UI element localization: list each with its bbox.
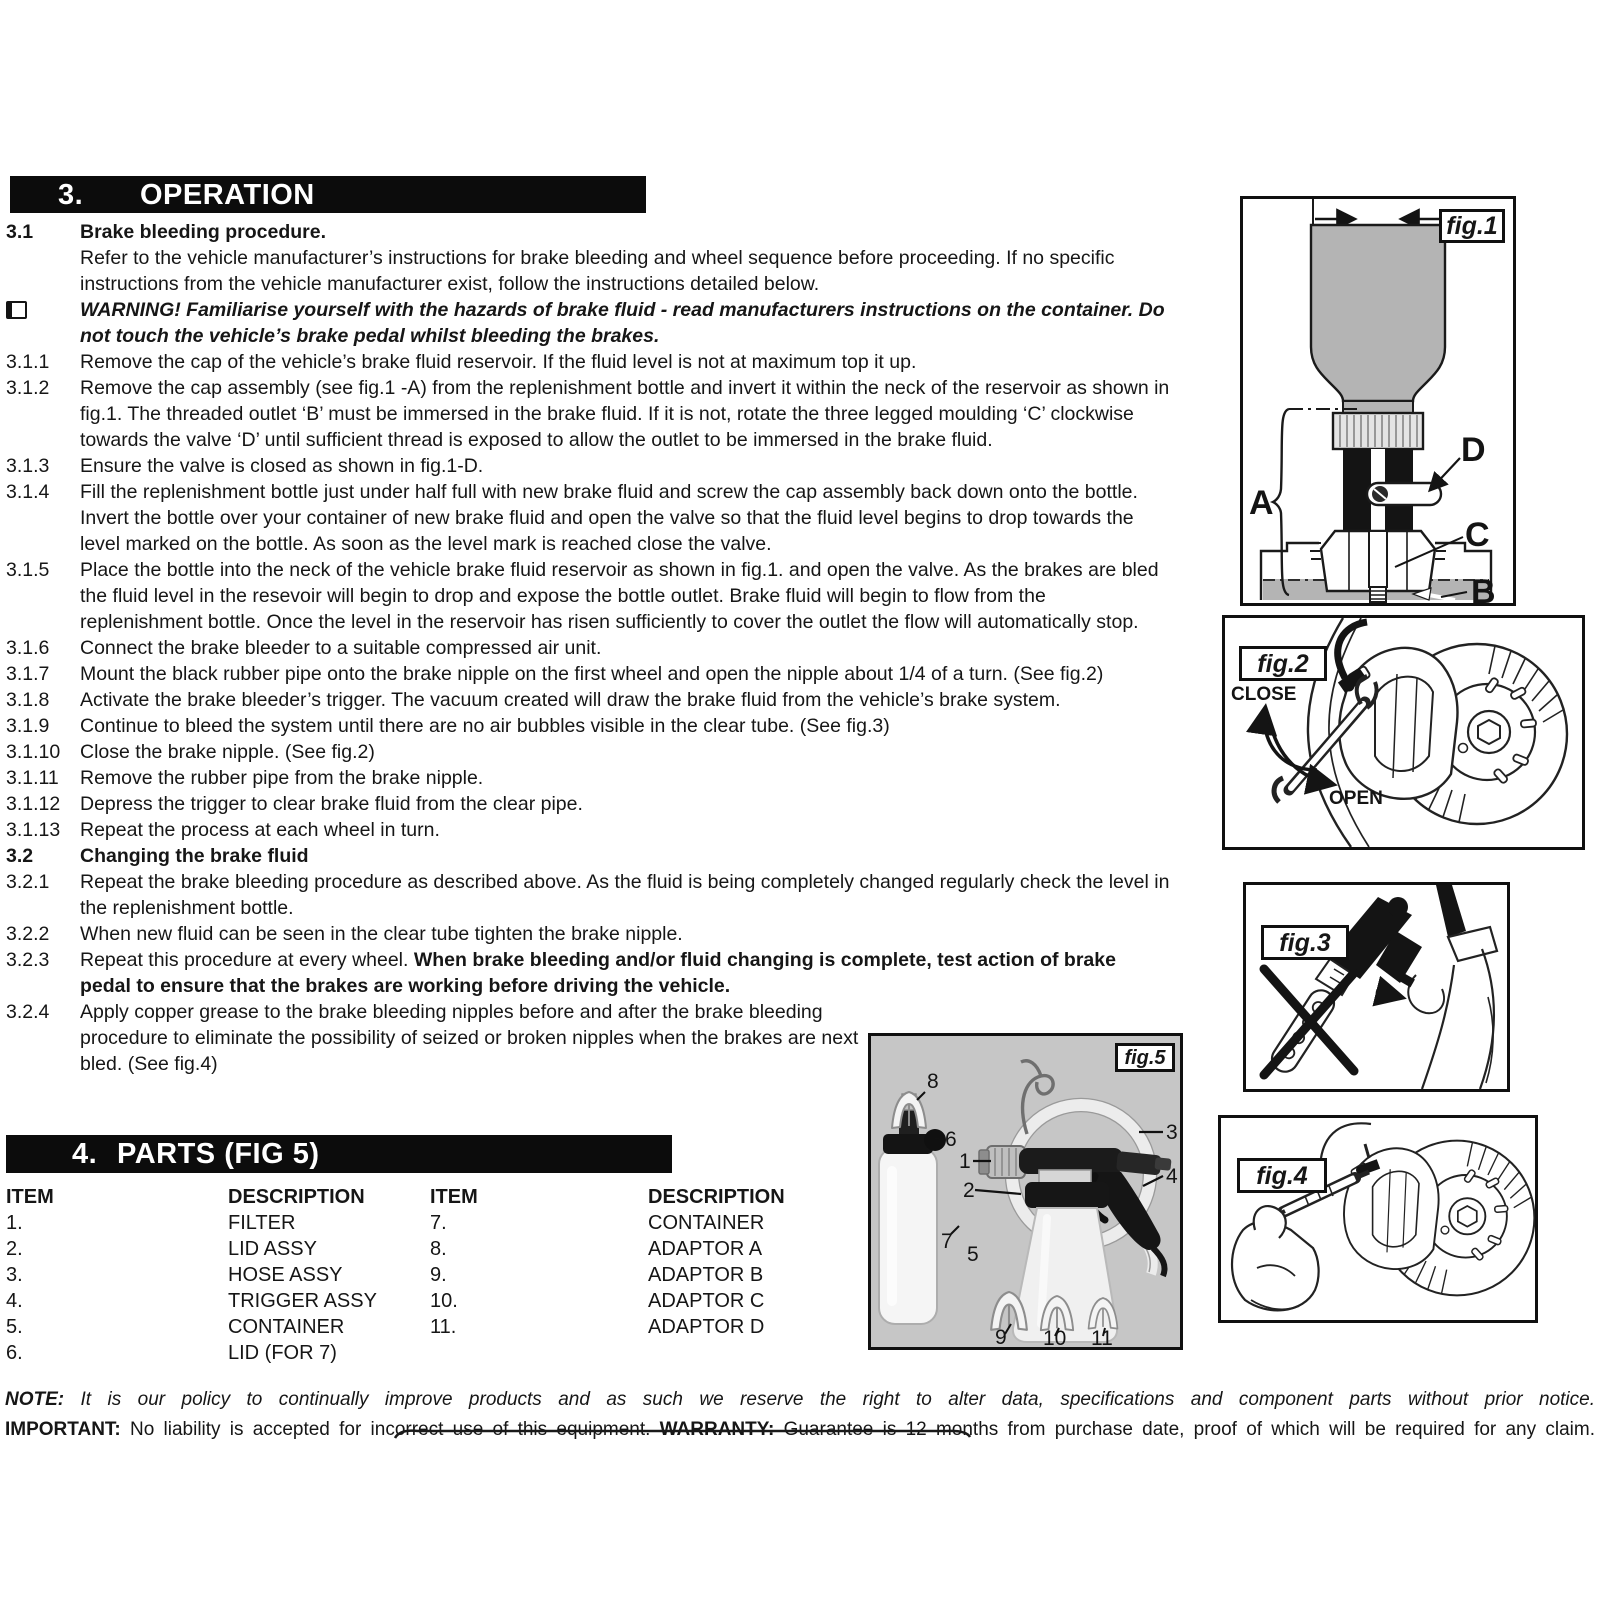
column-header: DESCRIPTION bbox=[648, 1186, 785, 1208]
item-text: Repeat this procedure at every wheel. When brake bleeding and/or fluid changing is complete, test action of brake pedal to ensure that the brakes are working before driving the vehicle. bbox=[80, 949, 1116, 997]
procedure-item bbox=[6, 739, 1176, 765]
item-text: Close the brake nipple. (See fig.2) bbox=[80, 741, 375, 763]
operation-list bbox=[6, 219, 1176, 1077]
column-header: ITEM bbox=[6, 1186, 54, 1208]
callout-1: 1 bbox=[959, 1150, 971, 1173]
procedure-item bbox=[6, 557, 1176, 635]
procedure-item bbox=[6, 479, 1176, 557]
item-number: 3.1.9 bbox=[6, 715, 50, 737]
procedure-item bbox=[6, 375, 1176, 453]
brake-bleeder-kit-photo bbox=[871, 1036, 1180, 1347]
bleeder-tube-bubbles-diagram bbox=[1246, 885, 1507, 1089]
part-description: LID ASSY bbox=[228, 1238, 317, 1260]
item-text: Fill the replenishment bottle just under half full with new brake fluid and screw the cap assembly back down onto the bottle. Invert the bottle over your container of new brake fluid and open the valve so that the fluid level begins to drop towards the level marked on the bottle. As soon as the level mark is reached close the valve. bbox=[80, 481, 1138, 555]
item-text: Activate the brake bleeder’s trigger. The vacuum created will draw the brake fluid from the vehicle’s brake system. bbox=[80, 689, 1061, 711]
callout-5: 5 bbox=[967, 1243, 979, 1266]
figure-fig1 bbox=[1240, 196, 1516, 606]
procedure-item bbox=[6, 791, 1176, 817]
item-text: Place the bottle into the neck of the vehicle brake fluid reservoir as shown in fig.1. and open the valve. As the brakes are bled the fluid level in the resevoir will begin to drop and expose the bottle outlet. Brake fluid will begin to flow from the replenishment bottle. Once the level in the reservoir has risen sufficiently to cover the outlet the flow will automatically stop. bbox=[80, 559, 1159, 633]
column-header: ITEM bbox=[430, 1186, 478, 1208]
item-text: Remove the cap assembly (see fig.1 -A) from the replenishment bottle and invert it within the neck of the reservoir as shown in fig.1. The threaded outlet ‘B’ must be immersed in the brake fluid. If it is not, rotate the three legged moulding ‘C’ clockwise towards the valve ‘D’ until sufficient thread is exposed to allow the outlet to be immersed in the brake fluid. bbox=[80, 377, 1170, 451]
important-line: IMPORTANT: No liability is accepted for incorrect use of this equipment. WARRANTY: Guarantee is 12 months from purchase date, proof of which will be required for any claim. bbox=[5, 1419, 1595, 1440]
item-number: 3.1.6 bbox=[6, 637, 50, 659]
part-description: FILTER bbox=[228, 1212, 296, 1234]
part-description: ADAPTOR B bbox=[648, 1264, 764, 1286]
section-number: 3. bbox=[58, 179, 84, 211]
replenishment-bottle-diagram bbox=[1243, 199, 1513, 603]
parts-table bbox=[6, 1184, 823, 1366]
procedure-item bbox=[6, 921, 1176, 947]
item-text: Remove the cap of the vehicle’s brake fluid reservoir. If the fluid level is not at maximum top it up. bbox=[80, 351, 917, 373]
part-description: ADAPTOR C bbox=[648, 1290, 765, 1312]
open-label: OPEN bbox=[1329, 788, 1383, 809]
item-text: Repeat the brake bleeding procedure as described above. As the fluid is being completely changed regularly check the level in the replenishment bottle. bbox=[80, 871, 1170, 919]
section-title: PARTS (FIG 5) bbox=[117, 1138, 320, 1170]
part-description: ADAPTOR D bbox=[648, 1316, 765, 1338]
item-number: 3.1.11 bbox=[6, 767, 59, 789]
parts-row bbox=[6, 1262, 823, 1288]
procedure-item bbox=[6, 297, 1176, 349]
parts-header-row bbox=[6, 1184, 823, 1210]
item-number: 3.1.13 bbox=[6, 819, 61, 841]
item-number: 3.1.5 bbox=[6, 559, 50, 581]
procedure-item bbox=[6, 713, 1176, 739]
part-description: LID (FOR 7) bbox=[228, 1342, 337, 1364]
figure-fig4 bbox=[1218, 1115, 1538, 1323]
copper-grease-application-diagram bbox=[1221, 1118, 1535, 1320]
item-text: Ensure the valve is closed as shown in fig.1-D. bbox=[80, 455, 484, 477]
item-text: Repeat the process at each wheel in turn. bbox=[80, 819, 440, 841]
callout-9: 9 bbox=[995, 1326, 1007, 1347]
parts-row bbox=[6, 1236, 823, 1262]
item-number: 3.1.8 bbox=[6, 689, 50, 711]
item-text: Brake bleeding procedure. bbox=[80, 221, 326, 243]
part-item-number: 11. bbox=[430, 1316, 457, 1338]
scan-underline-artifact bbox=[392, 1424, 974, 1442]
item-text: Depress the trigger to clear brake fluid from the clear pipe. bbox=[80, 793, 583, 815]
item-number: 3.2.1 bbox=[6, 871, 50, 893]
parts-row bbox=[6, 1288, 823, 1314]
part-item-number: 8. bbox=[430, 1238, 447, 1260]
fig4-label: fig.4 bbox=[1237, 1158, 1327, 1193]
callout-11: 11 bbox=[1091, 1327, 1113, 1347]
fig1-label: fig.1 bbox=[1439, 209, 1505, 243]
item-number: 3.1.4 bbox=[6, 481, 50, 503]
item-number bbox=[6, 245, 80, 297]
callout-D: D bbox=[1461, 431, 1486, 469]
item-text: WARNING! Familiarise yourself with the hazards of brake fluid - read manufacturers instructions on the container. Do not touch the vehicle’s brake pedal whilst bleeding the brakes. bbox=[80, 299, 1165, 347]
fig3-label: fig.3 bbox=[1261, 925, 1349, 960]
callout-3: 3 bbox=[1166, 1121, 1178, 1144]
part-item-number: 10. bbox=[430, 1290, 458, 1312]
procedure-item bbox=[6, 947, 1176, 999]
item-number: 3.1.3 bbox=[6, 455, 50, 477]
item-text: When new fluid can be seen in the clear tube tighten the brake nipple. bbox=[80, 923, 683, 945]
procedure-item bbox=[6, 661, 1176, 687]
item-text: Mount the black rubber pipe onto the brake nipple on the first wheel and open the nipple about 1/4 of a turn. (See fig.2) bbox=[80, 663, 1104, 685]
close-label: CLOSE bbox=[1231, 684, 1297, 705]
item-number: 3.2.3 bbox=[6, 949, 50, 971]
callout-7: 7 bbox=[941, 1230, 953, 1253]
item-text: Changing the brake fluid bbox=[80, 845, 309, 867]
fig2-label: fig.2 bbox=[1239, 646, 1327, 681]
part-description: CONTAINER bbox=[648, 1212, 765, 1234]
procedure-item bbox=[6, 817, 1176, 843]
part-item-number bbox=[430, 1340, 648, 1366]
part-item-number: 7. bbox=[430, 1212, 447, 1234]
callout-4: 4 bbox=[1166, 1165, 1178, 1188]
procedure-item bbox=[6, 349, 1176, 375]
parts-section-header bbox=[6, 1135, 672, 1173]
part-item-number: 9. bbox=[430, 1264, 447, 1286]
procedure-item bbox=[6, 453, 1176, 479]
part-item-number: 4. bbox=[6, 1290, 23, 1312]
procedure-item bbox=[6, 245, 1176, 297]
callout-6: 6 bbox=[945, 1128, 957, 1151]
item-text: Apply copper grease to the brake bleeding nipples before and after the brake bleeding procedure to eliminate the possibility of seized or broken nipples when the brakes are next bled. (See fig.4) bbox=[80, 1001, 859, 1075]
parts-row bbox=[6, 1340, 823, 1366]
item-number: 3.2 bbox=[6, 845, 34, 867]
part-item-number: 6. bbox=[6, 1342, 23, 1364]
item-number: 3.2.4 bbox=[6, 1001, 50, 1023]
part-description bbox=[648, 1340, 823, 1366]
operation-section-header bbox=[10, 176, 646, 213]
procedure-item bbox=[6, 635, 1176, 661]
part-item-number: 1. bbox=[6, 1212, 23, 1234]
figure-fig2 bbox=[1222, 615, 1585, 850]
parts-row bbox=[6, 1314, 823, 1340]
item-number bbox=[6, 297, 80, 349]
callout-10: 10 bbox=[1043, 1327, 1067, 1347]
item-number: 3.1.12 bbox=[6, 793, 61, 815]
item-text: Continue to bleed the system until there are no air bubbles visible in the clear tube. (See fig.3) bbox=[80, 715, 890, 737]
callout-C: C bbox=[1465, 516, 1490, 554]
callout-8: 8 bbox=[927, 1070, 939, 1093]
item-text: Connect the brake bleeder to a suitable compressed air unit. bbox=[80, 637, 602, 659]
part-description: CONTAINER bbox=[228, 1316, 345, 1338]
item-number: 3.1.1 bbox=[6, 351, 50, 373]
item-text: Refer to the vehicle manufacturer’s instructions for brake bleeding and wheel sequence before proceeding. If no specific instructions from the vehicle manufacturer exist, follow the instructions detailed below. bbox=[80, 247, 1115, 295]
column-header: DESCRIPTION bbox=[228, 1186, 365, 1208]
warning-checkbox-icon bbox=[6, 301, 27, 319]
procedure-item bbox=[6, 219, 1176, 245]
item-number: 3.1 bbox=[6, 221, 34, 243]
section-number: 4. bbox=[72, 1138, 98, 1170]
fig5-label: fig.5 bbox=[1115, 1043, 1175, 1072]
part-description: ADAPTOR A bbox=[648, 1238, 763, 1260]
procedure-item bbox=[6, 687, 1176, 713]
part-item-number: 5. bbox=[6, 1316, 23, 1338]
item-number: 3.1.10 bbox=[6, 741, 61, 763]
item-number: 3.1.2 bbox=[6, 377, 50, 399]
callout-A: A bbox=[1249, 484, 1274, 522]
procedure-item bbox=[6, 765, 1176, 791]
part-item-number: 2. bbox=[6, 1238, 23, 1260]
part-item-number: 3. bbox=[6, 1264, 23, 1286]
callout-2: 2 bbox=[963, 1179, 975, 1202]
note-line: NOTE: It is our policy to continually improve products and as such we reserve the right to alter data, specifications and component parts without prior notice. bbox=[5, 1389, 1595, 1410]
parts-row bbox=[6, 1210, 823, 1236]
part-description: HOSE ASSY bbox=[228, 1264, 343, 1286]
part-description: TRIGGER ASSY bbox=[228, 1290, 377, 1312]
procedure-item bbox=[6, 869, 1176, 921]
section-title: OPERATION bbox=[140, 179, 315, 211]
figure-fig3 bbox=[1243, 882, 1510, 1092]
callout-B: B bbox=[1471, 573, 1496, 603]
item-number: 3.2.2 bbox=[6, 923, 50, 945]
item-text: Remove the rubber pipe from the brake nipple. bbox=[80, 767, 484, 789]
item-number: 3.1.7 bbox=[6, 663, 50, 685]
figure-fig5 bbox=[868, 1033, 1183, 1350]
procedure-item bbox=[6, 843, 1176, 869]
